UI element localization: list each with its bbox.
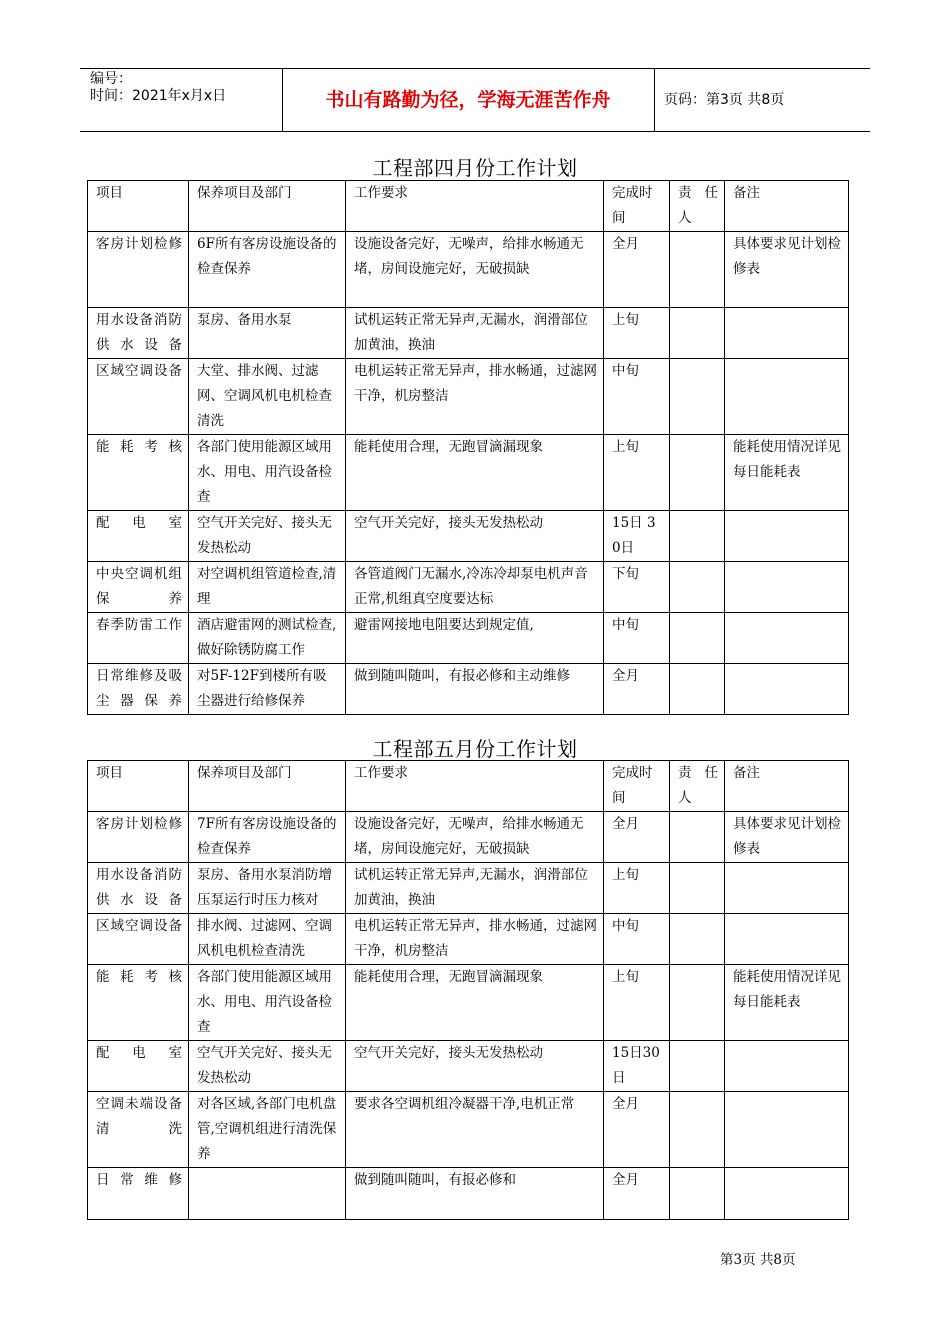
cell-requirement: 设施设备完好，无噪声，给排水畅通无堵，房间设施完好，无破损缺 — [346, 232, 604, 308]
cell-completion-time: 上旬 — [604, 435, 670, 511]
cell-completion-time: 15日30日 — [604, 1041, 670, 1092]
cell-requirement: 能耗使用合理，无跑冒滴漏现象 — [346, 435, 604, 511]
table-row — [88, 812, 849, 863]
cell-remark — [725, 613, 849, 664]
cell-maintenance-scope: 各部门使用能源区域用水、用电、用汽设备检查 — [189, 435, 346, 511]
cell-maintenance-scope: 各部门使用能源区域用水、用电、用汽设备检查 — [189, 965, 346, 1041]
cell-item: 用水设备消防供水设备 — [88, 863, 189, 914]
cell-remark — [725, 914, 849, 965]
column-header-maintenance-scope: 保养项目及部门 — [189, 181, 346, 232]
page-footer: 第3页 共8页 — [720, 1252, 796, 1268]
motto: 书山有路勤为径，学海无涯苦作舟 — [325, 89, 611, 111]
cell-owner — [670, 1041, 725, 1092]
column-header-item: 项目 — [88, 181, 189, 232]
column-header-item: 项目 — [88, 761, 189, 812]
column-header-requirement: 工作要求 — [346, 181, 604, 232]
cell-owner — [670, 232, 725, 308]
cell-maintenance-scope: 对空调机组管道检查,清理 — [189, 562, 346, 613]
cell-maintenance-scope: 对5F-12F到楼所有吸尘器进行给修保养 — [189, 664, 346, 715]
table-row — [88, 613, 849, 664]
cell-remark: 具体要求见计划检修表 — [725, 812, 849, 863]
table-row — [88, 562, 849, 613]
column-header-owner: 责任人 — [670, 181, 725, 232]
cell-remark — [725, 359, 849, 435]
cell-owner — [670, 1092, 725, 1168]
cell-requirement: 做到随叫随叫，有报必修和主动维修 — [346, 664, 604, 715]
cell-maintenance-scope: 空气开关完好、接头无发热松动 — [189, 1041, 346, 1092]
cell-maintenance-scope: 泵房、备用水泵消防增压泵运行时压力核对 — [189, 863, 346, 914]
cell-remark: 能耗使用情况详见每日能耗表 — [725, 965, 849, 1041]
cell-maintenance-scope — [189, 1168, 346, 1220]
cell-item: 配电室 — [88, 1041, 189, 1092]
cell-remark — [725, 664, 849, 715]
table-header-row — [88, 761, 849, 812]
cell-maintenance-scope: 泵房、备用水泵 — [189, 308, 346, 359]
cell-requirement: 电机运转正常无异声，排水畅通，过滤网干净，机房整洁 — [346, 359, 604, 435]
document-header — [80, 68, 870, 132]
table-row — [88, 232, 849, 308]
cell-item: 能耗考核 — [88, 435, 189, 511]
cell-maintenance-scope: 7F所有客房设施设备的检查保养 — [189, 812, 346, 863]
cell-item: 空调未端设备清洗 — [88, 1092, 189, 1168]
cell-item: 日常维修 — [88, 1168, 189, 1220]
cell-owner — [670, 812, 725, 863]
cell-item: 客房计划检修 — [88, 232, 189, 308]
column-header-completion-time: 完成时间 — [604, 761, 670, 812]
table-row — [88, 1092, 849, 1168]
table-row — [88, 1041, 849, 1092]
cell-remark — [725, 863, 849, 914]
column-header-remark: 备注 — [725, 761, 849, 812]
cell-completion-time: 上旬 — [604, 863, 670, 914]
cell-item: 能耗考核 — [88, 965, 189, 1041]
cell-remark: 具体要求见计划检修表 — [725, 232, 849, 308]
table-row — [88, 914, 849, 965]
cell-requirement: 空气开关完好，接头无发热松动 — [346, 1041, 604, 1092]
cell-completion-time: 中旬 — [604, 613, 670, 664]
cell-owner — [670, 613, 725, 664]
table-row — [88, 511, 849, 562]
column-header-completion-time: 完成时间 — [604, 181, 670, 232]
cell-requirement: 试机运转正常无异声,无漏水，润滑部位加黄油，换油 — [346, 308, 604, 359]
column-header-owner: 责任人 — [670, 761, 725, 812]
cell-requirement: 各管道阀门无漏水,冷冻冷却泵电机声音正常,机组真空度要达标 — [346, 562, 604, 613]
cell-remark: 能耗使用情况详见每日能耗表 — [725, 435, 849, 511]
cell-maintenance-scope: 酒店避雷网的测试检查,做好除锈防腐工作 — [189, 613, 346, 664]
may-plan-title: 工程部五月份工作计划 — [372, 737, 578, 761]
cell-completion-time: 下旬 — [604, 562, 670, 613]
cell-owner — [670, 863, 725, 914]
page-label: 页码：第3页 共8页 — [664, 92, 785, 108]
table-row — [88, 863, 849, 914]
cell-requirement: 做到随叫随叫，有报必修和 — [346, 1168, 604, 1220]
header-meta — [90, 71, 226, 105]
cell-item: 中央空调机组保养 — [88, 562, 189, 613]
table-row — [88, 308, 849, 359]
cell-requirement: 能耗使用合理，无跑冒滴漏现象 — [346, 965, 604, 1041]
table-row — [88, 359, 849, 435]
cell-remark — [725, 562, 849, 613]
table-row — [88, 664, 849, 715]
table-row — [88, 435, 849, 511]
cell-item: 区域空调设备 — [88, 359, 189, 435]
cell-remark — [725, 308, 849, 359]
cell-maintenance-scope: 排水阀、过滤网、空调风机电机检查清洗 — [189, 914, 346, 965]
cell-owner — [670, 308, 725, 359]
number-label: 编号： — [90, 71, 132, 87]
cell-completion-time: 全月 — [604, 1168, 670, 1220]
cell-maintenance-scope: 6F所有客房设施设备的检查保养 — [189, 232, 346, 308]
cell-completion-time: 全月 — [604, 232, 670, 308]
table-row — [88, 1168, 849, 1220]
cell-completion-time: 上旬 — [604, 965, 670, 1041]
cell-requirement: 电机运转正常无异声，排水畅通，过滤网干净，机房整洁 — [346, 914, 604, 965]
cell-completion-time: 全月 — [604, 1092, 670, 1168]
time-label: 时间：2021年x月x日 — [90, 88, 227, 104]
cell-requirement: 试机运转正常无异声,无漏水，润滑部位加黄油，换油 — [346, 863, 604, 914]
cell-completion-time: 全月 — [604, 812, 670, 863]
cell-remark — [725, 1041, 849, 1092]
cell-completion-time: 15日 30日 — [604, 511, 670, 562]
cell-maintenance-scope: 对各区域,各部门电机盘管,空调机组进行清洗保养 — [189, 1092, 346, 1168]
column-header-remark: 备注 — [725, 181, 849, 232]
may-plan-table — [87, 760, 849, 1220]
cell-remark — [725, 1092, 849, 1168]
cell-owner — [670, 664, 725, 715]
table-header-row — [88, 181, 849, 232]
cell-remark — [725, 1168, 849, 1220]
table-row — [88, 965, 849, 1041]
cell-item: 客房计划检修 — [88, 812, 189, 863]
cell-requirement: 要求各空调机组冷凝器干净,电机正常 — [346, 1092, 604, 1168]
cell-requirement: 设施设备完好，无噪声，给排水畅通无堵，房间设施完好，无破损缺 — [346, 812, 604, 863]
cell-owner — [670, 1168, 725, 1220]
cell-requirement: 空气开关完好，接头无发热松动 — [346, 511, 604, 562]
cell-maintenance-scope: 空气开关完好、接头无发热松动 — [189, 511, 346, 562]
cell-item: 日常维修及吸尘器保养 — [88, 664, 189, 715]
cell-item: 区域空调设备 — [88, 914, 189, 965]
column-header-maintenance-scope: 保养项目及部门 — [189, 761, 346, 812]
cell-requirement: 避雷网接地电阻要达到规定值, — [346, 613, 604, 664]
cell-owner — [670, 965, 725, 1041]
cell-item: 春季防雷工作 — [88, 613, 189, 664]
cell-owner — [670, 511, 725, 562]
cell-owner — [670, 562, 725, 613]
cell-owner — [670, 435, 725, 511]
cell-completion-time: 中旬 — [604, 359, 670, 435]
april-plan-table — [87, 180, 849, 715]
cell-item: 配电室 — [88, 511, 189, 562]
column-header-requirement: 工作要求 — [346, 761, 604, 812]
header-divider — [654, 69, 655, 131]
cell-item: 用水设备消防供水设备 — [88, 308, 189, 359]
cell-maintenance-scope: 大堂、排水阀、过滤网、空调风机电机检查清洗 — [189, 359, 346, 435]
cell-owner — [670, 359, 725, 435]
cell-completion-time: 全月 — [604, 664, 670, 715]
cell-completion-time: 中旬 — [604, 914, 670, 965]
cell-owner — [670, 914, 725, 965]
cell-remark — [725, 511, 849, 562]
cell-completion-time: 上旬 — [604, 308, 670, 359]
april-plan-title: 工程部四月份工作计划 — [372, 156, 578, 180]
